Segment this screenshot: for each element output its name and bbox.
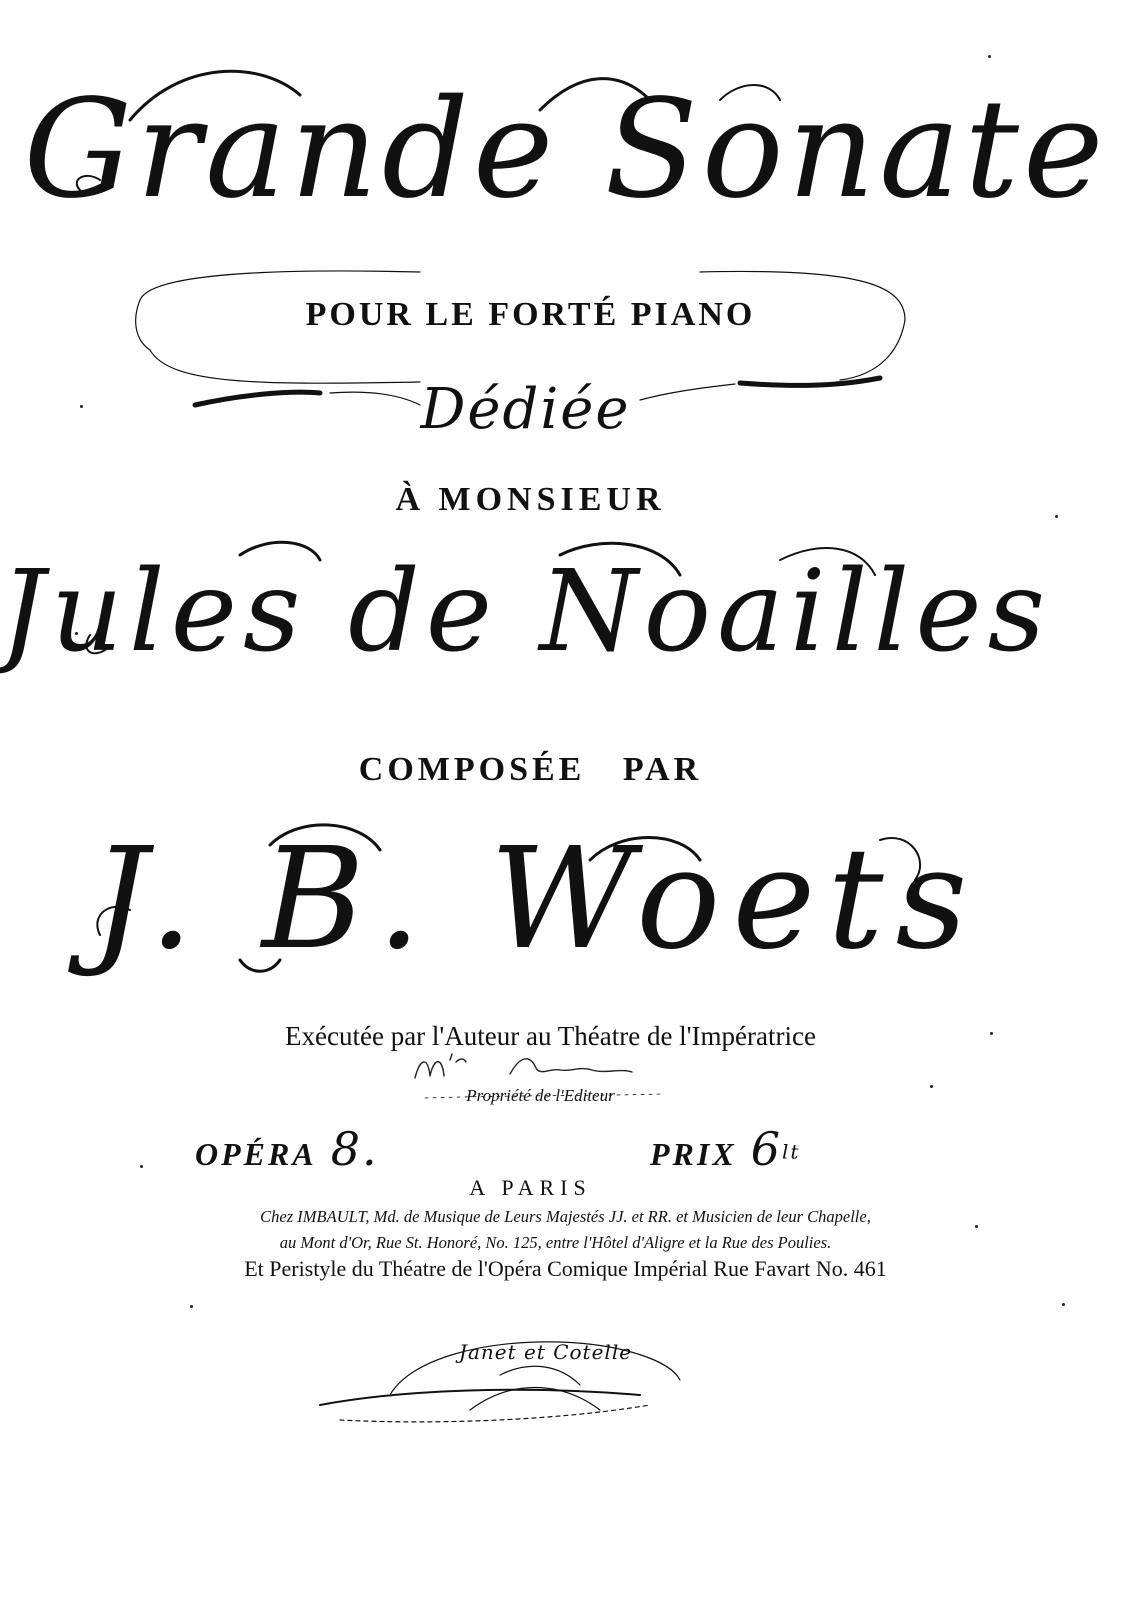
composer-label: COMPOSÉE PAR xyxy=(358,751,703,788)
opus-line xyxy=(195,1122,379,1176)
dedicatee-name: Jules de Noailles xyxy=(0,547,1052,677)
publisher-property-note: Propriété de l'Editeur xyxy=(466,1086,615,1105)
opus-label: OPÉRA xyxy=(195,1136,317,1172)
price-line xyxy=(650,1122,800,1176)
subtitle: POUR LE FORTÉ PIANO xyxy=(305,296,756,333)
publisher-city: A PARIS xyxy=(469,1175,592,1200)
opus-number: 8. xyxy=(330,1122,379,1176)
title-script: Grande Sonate xyxy=(23,71,1108,229)
publisher-line-1: Chez IMBAULT, Md. de Musique de Leurs Majestés JJ. et RR. et Musicien de leur Chapelle, xyxy=(260,1207,871,1226)
composer-name: J. B. Woets xyxy=(91,818,980,981)
speck xyxy=(190,1305,193,1308)
dedication-label: Dédiée xyxy=(420,377,631,442)
price-label: PRIX xyxy=(650,1136,737,1172)
speck xyxy=(1062,1303,1065,1306)
publisher-line-3: Et Peristyle du Théatre de l'Opéra Comique Impérial Rue Favart No. 461 xyxy=(244,1256,887,1281)
speck xyxy=(140,1165,143,1168)
handwritten-annotation xyxy=(410,1048,670,1088)
livres-mark: lt xyxy=(781,1139,801,1164)
publisher-line-2: au Mont d'Or, Rue St. Honoré, No. 125, entre l'Hôtel d'Aligre et la Rue des Poulies. xyxy=(279,1233,832,1252)
engraver-signature: Janet et Cotelle xyxy=(458,1340,633,1364)
dedication-prefix: À MONSIEUR xyxy=(395,481,666,518)
price-value: 6 xyxy=(750,1122,782,1176)
speck xyxy=(988,55,991,58)
performance-note: Exécutée par l'Auteur au Théatre de l'Impératrice xyxy=(285,1021,816,1051)
